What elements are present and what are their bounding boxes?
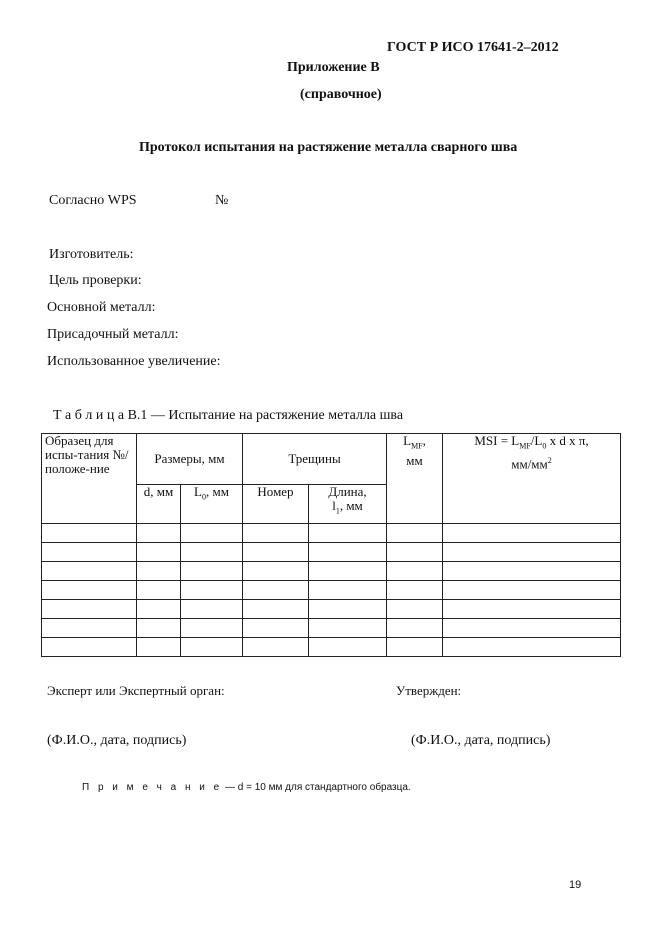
table-cell	[42, 524, 137, 543]
table-cell	[181, 524, 243, 543]
appendix-type: (справочное)	[300, 87, 382, 102]
table-cell	[137, 581, 181, 600]
table-row	[42, 581, 621, 600]
document-title: Протокол испытания на растяжение металла сварного шва	[139, 140, 518, 155]
note-text: — d = 10 мм для стандартного образца.	[225, 782, 411, 793]
table-cell	[181, 543, 243, 562]
expert-label: Эксперт или Экспертный орган:	[47, 683, 225, 698]
table-cell	[443, 638, 621, 657]
wps-label: Согласно WPS	[49, 193, 137, 208]
table-cell	[243, 638, 309, 657]
table-cell	[387, 600, 443, 619]
field-purpose: Цель проверки:	[49, 273, 142, 288]
table-cell	[309, 619, 387, 638]
appendix-title: Приложение В	[287, 60, 380, 75]
table-cell	[42, 638, 137, 657]
table-cell	[443, 619, 621, 638]
table-cell	[309, 581, 387, 600]
table-caption-label: Т а б л и ц а В.1	[53, 408, 148, 423]
header-crack-number: Номер	[243, 485, 309, 524]
table-cell	[443, 562, 621, 581]
header-d: d, мм	[137, 485, 181, 524]
table-cell	[443, 581, 621, 600]
table-cell	[243, 524, 309, 543]
table-cell	[387, 543, 443, 562]
table-cell	[137, 562, 181, 581]
note	[82, 782, 411, 793]
table-cell	[181, 600, 243, 619]
table-cell	[443, 600, 621, 619]
expert-signature-line: (Ф.И.О., дата, подпись)	[47, 733, 187, 748]
table-cell	[443, 543, 621, 562]
table-cell	[243, 581, 309, 600]
table-cell	[309, 562, 387, 581]
table-cell	[137, 524, 181, 543]
header-lmf: $L_{MF}$, мм	[387, 434, 443, 524]
field-base-metal: Основной металл:	[47, 300, 156, 315]
header-crack-length: Длина, $l_1$, мм	[309, 485, 387, 524]
table-cell	[42, 600, 137, 619]
field-manufacturer: Изготовитель:	[49, 247, 134, 262]
table-row	[42, 543, 621, 562]
table-cell	[42, 543, 137, 562]
table-cell	[387, 562, 443, 581]
header-dimensions: Размеры, мм	[137, 434, 243, 485]
note-label: П р и м е ч а н и е	[82, 782, 223, 793]
table-cell	[181, 562, 243, 581]
table-cell	[181, 619, 243, 638]
approved-signature-line: (Ф.И.О., дата, подпись)	[411, 733, 551, 748]
table-row	[42, 600, 621, 619]
number-label: №	[215, 193, 229, 208]
table-cell	[309, 638, 387, 657]
table-cell	[243, 619, 309, 638]
header-specimen: Образец для испы-тания №/положе-ние	[42, 434, 137, 524]
table-row	[42, 562, 621, 581]
table-cell	[137, 619, 181, 638]
table-cell	[387, 524, 443, 543]
table-row	[42, 638, 621, 657]
field-filler-metal: Присадочный металл:	[47, 327, 179, 342]
table-cell	[42, 619, 137, 638]
table-cell	[137, 543, 181, 562]
table-cell	[42, 581, 137, 600]
approved-label: Утвержден:	[396, 683, 462, 698]
table-caption-text: — Испытание на растяжение металла шва	[150, 408, 404, 423]
table-row	[42, 619, 621, 638]
table-cell	[443, 524, 621, 543]
table-cell	[137, 600, 181, 619]
table-cell	[387, 619, 443, 638]
table-cell	[42, 562, 137, 581]
table-cell	[243, 600, 309, 619]
table-cell	[309, 600, 387, 619]
table-cell	[309, 524, 387, 543]
test-results-table	[41, 433, 621, 657]
page-number: 19	[569, 879, 582, 891]
table-row	[42, 524, 621, 543]
table-cell	[387, 638, 443, 657]
header-cracks: Трещины	[243, 434, 387, 485]
table-cell	[387, 581, 443, 600]
standard-number: ГОСТ Р ИСО 17641-2–2012	[387, 40, 559, 55]
table-cell	[181, 581, 243, 600]
table-cell	[137, 638, 181, 657]
table-cell	[243, 562, 309, 581]
header-msi: MSI = $L_{MF}/L_0$ x d x π, $мм/мм^2$	[443, 434, 621, 524]
table-cell	[243, 543, 309, 562]
table-caption	[53, 408, 403, 424]
table-cell	[309, 543, 387, 562]
header-l0: $L_0$, мм	[181, 485, 243, 524]
table-cell	[181, 638, 243, 657]
field-magnification: Использованное увеличение:	[47, 354, 221, 369]
